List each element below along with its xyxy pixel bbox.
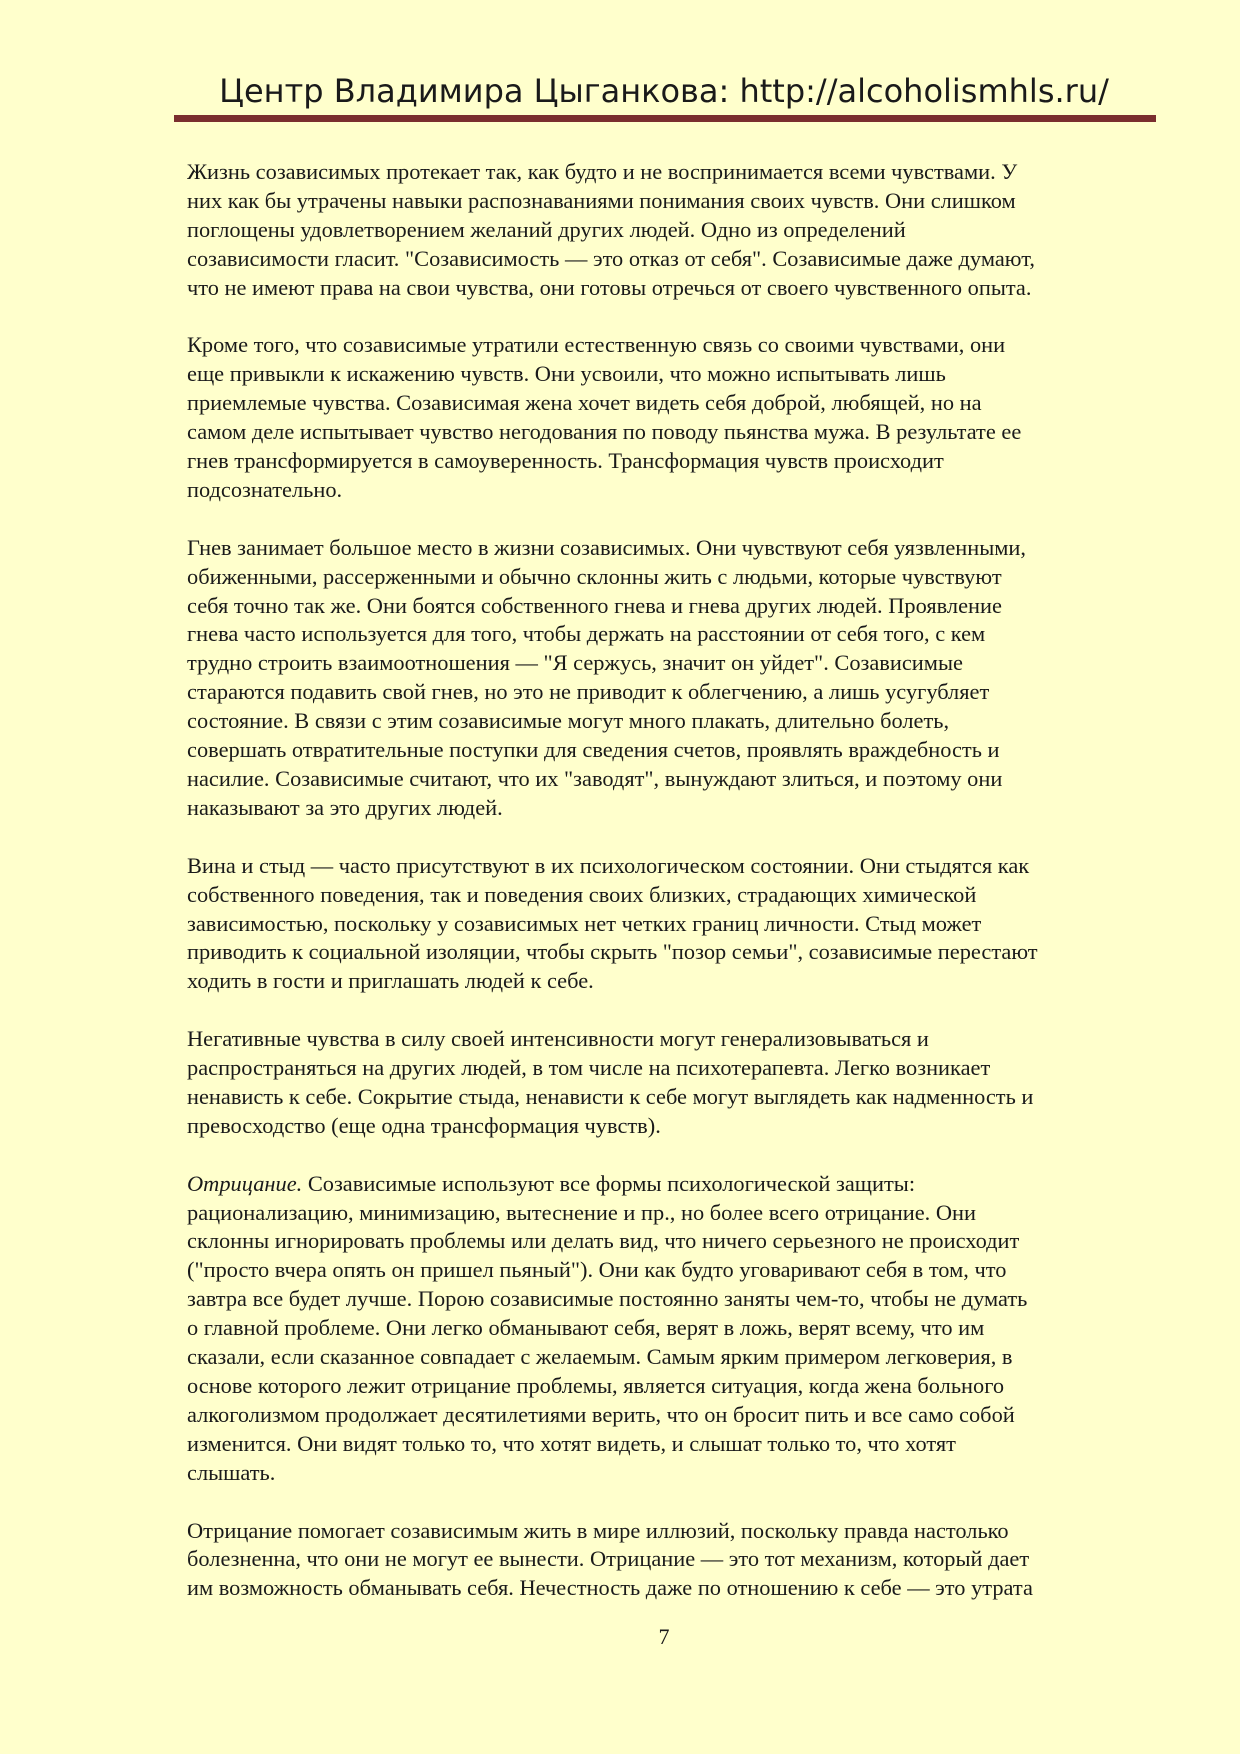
header-divider <box>174 115 1156 122</box>
paragraph-line: созависимости гласит. "Созависимость — это отказ от себя". Созависимые даже думают, <box>187 245 1035 271</box>
paragraph-line: зависимостью, поскольку у созависимых нет четких границ личности. Стыд может <box>187 910 982 936</box>
paragraph-line <box>187 1170 1142 1199</box>
paragraph-line: Жизнь созависимых протекает так, как будто и не воспринимается всеми чувствами. У <box>187 159 1018 184</box>
paragraph-line: болезненна, что они не могут ее вынести. Отрицание — это тот механизм, который дает <box>187 1546 1030 1572</box>
paragraph-line: рационализацию, минимизацию, вытеснение и пр., но более всего отрицание. Они <box>187 1199 976 1225</box>
paragraph <box>187 534 1142 823</box>
body-text <box>187 158 1142 1603</box>
paragraph-line: что не имеют права на свои чувства, они готовы отречься от своего чувственного опыта. <box>187 274 1032 300</box>
paragraph-line: основе которого лежит отрицание проблемы, является ситуация, когда жена больного <box>187 1372 1005 1398</box>
paragraph-line: о главной проблеме. Они легко обманывают себя, верят в ложь, верят всему, что им <box>187 1315 985 1341</box>
paragraph-line: слышать. <box>187 1459 276 1485</box>
paragraph-line: состояние. В связи с этим созависимые могут много плакать, длительно болеть, <box>187 708 950 734</box>
paragraph-line: Кроме того, что созависимые утратили естественную связь со своими чувствами, они <box>187 332 1006 358</box>
paragraph <box>187 158 1142 303</box>
paragraph-line: гнева часто используется для того, чтобы держать на расстоянии от себя того, с кем <box>187 621 986 647</box>
paragraph <box>187 852 1142 997</box>
paragraph-line: завтра все будет лучше. Порою созависимые постоянно заняты чем-то, чтобы не думать <box>187 1286 1028 1312</box>
paragraph-line: них как бы утрачены навыки распознаваниями понимания своих чувств. Они слишком <box>187 187 1016 213</box>
paragraph <box>187 1170 1142 1488</box>
paragraph-line: ходить в гости и приглашать людей к себе. <box>187 968 594 994</box>
paragraph-line: приемлемые чувства. Созависимая жена хочет видеть себя доброй, любящей, но на <box>187 390 982 416</box>
paragraph-line: собственного поведения, так и поведения своих близких, страдающих химической <box>187 881 977 907</box>
paragraph-line: подсознательно. <box>187 476 343 502</box>
paragraph-line: Гнев занимает большое место в жизни созависимых. Они чувствуют себя уязвленными, <box>187 534 1027 560</box>
paragraph-line: сказали, если сказанное совпадает с желаемым. Самым ярким примером легковерия, в <box>187 1344 1013 1370</box>
paragraph-line: еще привыкли к искажению чувств. Они усвоили, что можно испытывать лишь <box>187 361 946 387</box>
paragraph-line: совершать отвратительные поступки для сведения счетов, проявлять враждебность и <box>187 737 1000 763</box>
paragraph-line: поглощены удовлетворением желаний других людей. Одно из определений <box>187 216 906 242</box>
page-number: 7 <box>658 1624 670 1649</box>
paragraph-line: самом деле испытывает чувство негодования по поводу пьянства мужа. В результате ее <box>187 419 1022 445</box>
paragraph-line: Негативные чувства в силу своей интенсивности могут генерализовываться и <box>187 1026 929 1052</box>
paragraph-line: стараются подавить свой гнев, но это не приводит к облегчению, а лишь усугубляет <box>187 679 990 705</box>
paragraph-line: изменится. Они видят только то, что хотят видеть, и слышат только то, что хотят <box>187 1430 956 1456</box>
paragraph-line: Отрицание помогает созависимым жить в мире иллюзий, поскольку правда настолько <box>187 1517 1009 1543</box>
paragraph <box>187 1025 1142 1141</box>
paragraph-line: трудно строить взаимоотношения — "Я сержусь, значит он уйдет". Созависимые <box>187 650 963 676</box>
paragraph <box>187 1517 1142 1604</box>
paragraph-line: превосходство (еще одна трансформация чувств). <box>187 1112 661 1138</box>
page-header-title: Центр Владимира Цыганкова: http://alcoholismhls.ru/ <box>219 72 1109 110</box>
paragraph-line: ненависть к себе. Сокрытие стыда, ненависти к себе могут выглядеть как надменность и <box>187 1083 1034 1109</box>
paragraph-line: распространяться на других людей, в том числе на психотерапевта. Легко возникает <box>187 1055 991 1081</box>
paragraph-line: себя точно так же. Они боятся собственного гнева и гнева других людей. Проявление <box>187 592 1002 618</box>
paragraph-line: ("просто вчера опять он пришел пьяный"). Они как будто уговаривают себя в том, что <box>187 1257 1007 1283</box>
paragraph-line: им возможность обманывать себя. Нечестность даже по отношению к себе — это утрата <box>187 1575 1033 1601</box>
paragraph-line: Вина и стыд — часто присутствуют в их психологическом состоянии. Они стыдятся как <box>187 852 1030 878</box>
paragraph-line: наказывают за это других людей. <box>187 794 503 820</box>
paragraph <box>187 331 1142 504</box>
paragraph-line: приводить к социальной изоляции, чтобы скрыть "позор семьи", созависимые перестают <box>187 939 1038 965</box>
section-term-rest: Созависимые используют все формы психологической защиты: <box>302 1170 916 1196</box>
section-term: Отрицание. <box>187 1170 303 1196</box>
paragraph-line: насилие. Созависимые считают, что их "заводят", вынуждают злиться, и поэтому они <box>187 766 1003 791</box>
paragraph-line: гнев трансформируется в самоуверенность. Трансформация чувств происходит <box>187 448 944 474</box>
paragraph-line: обиженными, рассерженными и обычно склонны жить с людьми, которые чувствуют <box>187 563 1002 589</box>
paragraph-line: склонны игнорировать проблемы или делать вид, что ничего серьезного не происходит <box>187 1228 1020 1254</box>
paragraph-line: алкоголизмом продолжает десятилетиями верить, что он бросит пить и все само собой <box>187 1401 1015 1427</box>
